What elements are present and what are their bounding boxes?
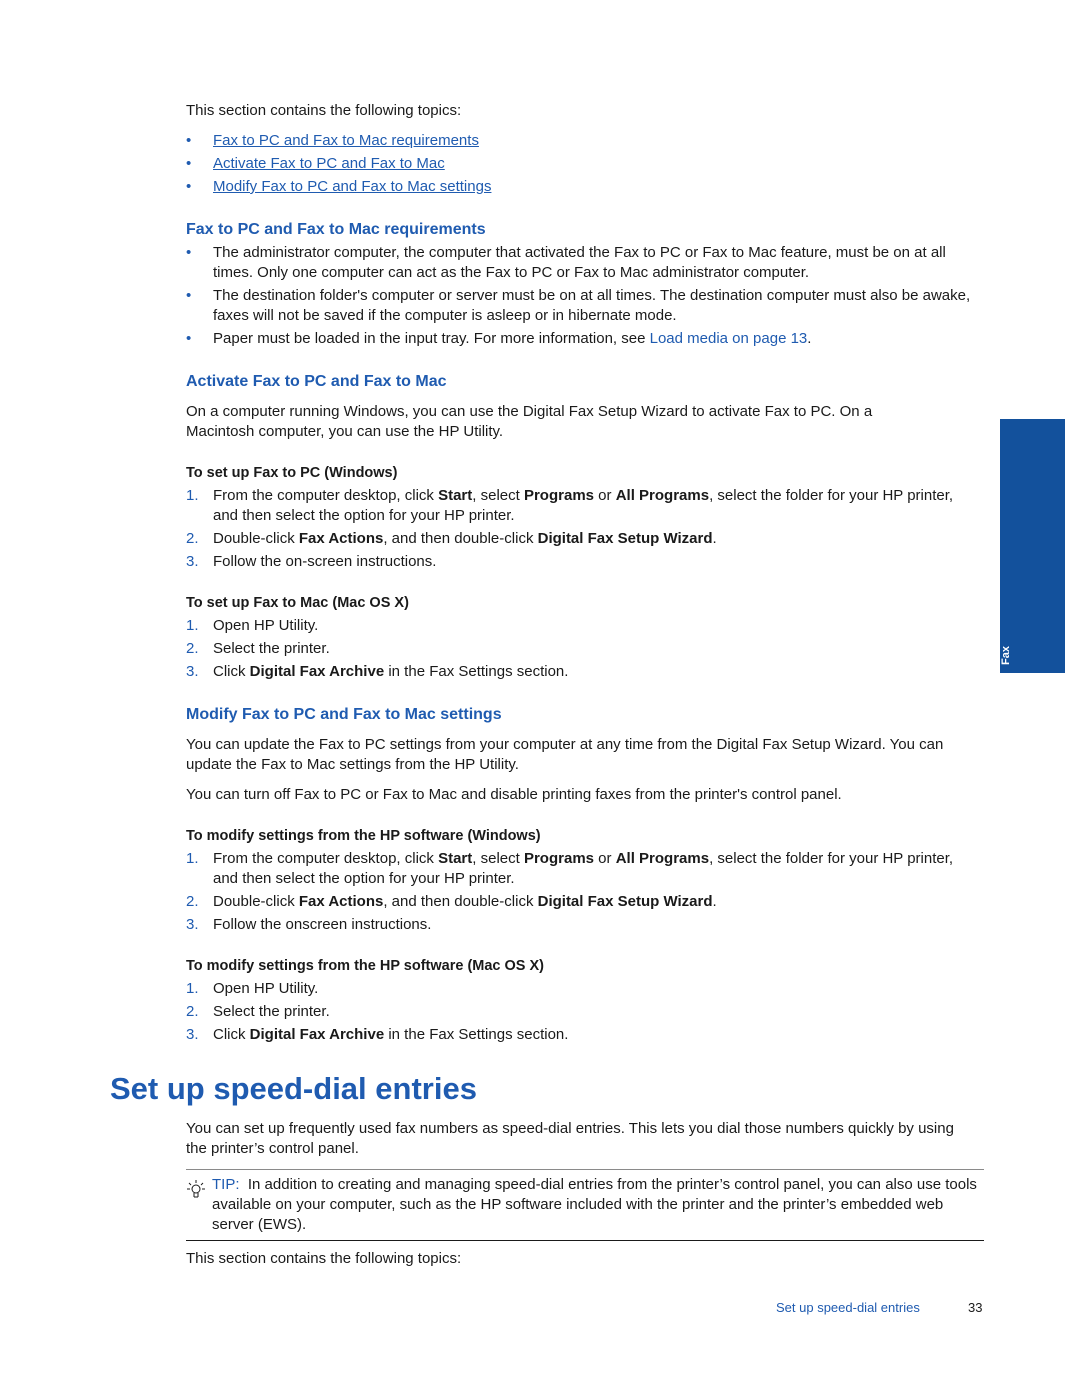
- toc-item: [186, 154, 976, 174]
- step-ui-term: Digital Fax Setup Wizard: [537, 893, 713, 910]
- step-number: 1.: [186, 487, 199, 504]
- bullet: •: [186, 155, 192, 172]
- step-item: [186, 892, 976, 912]
- step-text: , select: [472, 487, 524, 504]
- step-text: , select the folder for your HP printer, and then select the option for your HP printer.: [213, 850, 954, 887]
- step-number: 3.: [186, 1026, 199, 1043]
- step-ui-term: Digital Fax Setup Wizard: [537, 530, 713, 547]
- modify-paragraph-1: You can update the Fax to PC settings from your computer at any time from the Digital Fax Setup Wizard. You can update the Fax to Mac settings from the HP Utility.: [186, 736, 944, 773]
- activate-heading: Activate Fax to PC and Fax to Mac: [186, 373, 447, 390]
- step-item: [186, 979, 976, 999]
- step-text: Select the printer.: [213, 640, 330, 657]
- step-number: 3.: [186, 663, 199, 680]
- step-number: 2.: [186, 530, 199, 547]
- bullet: •: [186, 244, 192, 261]
- side-tab: [1000, 419, 1065, 673]
- step-item: [186, 1002, 976, 1022]
- step-item: [186, 849, 976, 889]
- step-text: From the computer desktop, click: [213, 850, 439, 867]
- activate-paragraph: On a computer running Windows, you can use the Digital Fax Setup Wizard to activate Fax to PC. On a Macintosh computer, you can use the HP Utility.: [186, 403, 873, 440]
- tip-label: TIP:: [212, 1176, 240, 1193]
- tip-text: In addition to creating and managing speed-dial entries from the printer’s control panel, you can also use tools available on your computer, such as the HP software included with the printer and the printer’s embedded web server (EWS).: [212, 1176, 977, 1233]
- step-text: Follow the on-screen instructions.: [213, 553, 437, 570]
- modify-mac-steps: [186, 979, 976, 1045]
- step-ui-term: Start: [438, 487, 473, 504]
- setup-windows-steps: [186, 486, 976, 572]
- step-text: Click: [213, 663, 250, 680]
- bullet: •: [186, 132, 192, 149]
- step-text: Select the printer.: [213, 1003, 330, 1020]
- step-number: 1.: [186, 850, 199, 867]
- step-number: 2.: [186, 893, 199, 910]
- step-item: [186, 529, 976, 549]
- requirement-text: The administrator computer, the computer that activated the Fax to PC or Fax to Mac feature, must be on at all times. Only one computer can act as the Fax to PC or Fax to Mac administrator computer.: [213, 244, 946, 281]
- toc-link-modify[interactable]: Modify Fax to PC and Fax to Mac settings: [213, 178, 492, 195]
- step-text: From the computer desktop, click: [213, 487, 439, 504]
- step-text: , and then double-click: [383, 893, 538, 910]
- step-number: 1.: [186, 980, 199, 997]
- bullet: •: [186, 178, 192, 195]
- step-number: 3.: [186, 553, 199, 570]
- step-item: [186, 662, 976, 682]
- requirement-text: The destination folder's computer or server must be on at all times. The destination computer must also be awake, faxes will not be saved if the computer is asleep or in hibernate mode.: [213, 287, 971, 324]
- step-text: in the Fax Settings section.: [384, 1026, 569, 1043]
- requirement-item: [186, 286, 976, 326]
- intro-text: This section contains the following topics:: [186, 102, 462, 119]
- modify-heading: Modify Fax to PC and Fax to Mac settings: [186, 706, 502, 723]
- requirements-heading: Fax to PC and Fax to Mac requirements: [186, 221, 486, 238]
- step-text: .: [712, 893, 717, 910]
- load-media-link[interactable]: Load media on page 13: [649, 330, 808, 347]
- step-ui-term: Digital Fax Archive: [249, 663, 385, 680]
- toc-list: [186, 131, 976, 197]
- step-text: , select: [472, 850, 524, 867]
- step-item: [186, 915, 976, 935]
- step-text: or: [594, 850, 616, 867]
- step-ui-term: All Programs: [615, 487, 710, 504]
- setup-windows-title: To set up Fax to PC (Windows): [186, 465, 398, 481]
- step-item: [186, 1025, 976, 1045]
- setup-mac-steps: [186, 616, 976, 682]
- step-ui-term: Programs: [523, 487, 594, 504]
- step-ui-term: All Programs: [615, 850, 710, 867]
- modify-mac-title: To modify settings from the HP software (Mac OS X): [186, 958, 544, 974]
- step-ui-term: Programs: [523, 850, 594, 867]
- step-number: 3.: [186, 916, 199, 933]
- tip-box: [186, 1169, 984, 1241]
- step-item: [186, 486, 976, 526]
- toc-link-requirements[interactable]: Fax to PC and Fax to Mac requirements: [213, 132, 479, 149]
- step-number: 2.: [186, 640, 199, 657]
- page-number: 33: [968, 1300, 983, 1315]
- step-ui-term: Fax Actions: [298, 530, 384, 547]
- tip-text-block: [212, 1175, 982, 1235]
- toc-item: [186, 131, 976, 151]
- requirement-text: Paper must be loaded in the input tray. For more information, see: [213, 330, 650, 347]
- step-item: [186, 639, 976, 659]
- step-text: Follow the onscreen instructions.: [213, 916, 432, 933]
- lightbulb-icon: [186, 1178, 206, 1204]
- bullet: •: [186, 330, 192, 347]
- step-number: 1.: [186, 617, 199, 634]
- speed-dial-heading: Set up speed-dial entries: [110, 1071, 477, 1106]
- toc-item: [186, 177, 976, 197]
- step-text: Click: [213, 1026, 250, 1043]
- step-text: Double-click: [213, 893, 299, 910]
- requirements-list: [186, 243, 976, 349]
- step-item: [186, 552, 976, 572]
- step-item: [186, 616, 976, 636]
- requirement-item: [186, 243, 976, 283]
- speed-dial-paragraph: You can set up frequently used fax numbers as speed-dial entries. This lets you dial those numbers quickly by using the printer’s control panel.: [186, 1120, 954, 1157]
- requirement-text-end: .: [807, 330, 812, 347]
- requirement-item: [186, 329, 976, 349]
- modify-windows-steps: [186, 849, 976, 935]
- step-text: .: [712, 530, 717, 547]
- toc-link-activate[interactable]: Activate Fax to PC and Fax to Mac: [213, 155, 445, 172]
- step-text: or: [594, 487, 616, 504]
- side-tab-label: Fax: [1000, 646, 1012, 665]
- step-text: in the Fax Settings section.: [384, 663, 569, 680]
- step-text: Open HP Utility.: [213, 617, 319, 634]
- step-text: Open HP Utility.: [213, 980, 319, 997]
- step-ui-term: Digital Fax Archive: [249, 1026, 385, 1043]
- step-text: Double-click: [213, 530, 299, 547]
- speed-dial-outro: This section contains the following topics:: [186, 1250, 462, 1267]
- modify-paragraph-2: You can turn off Fax to PC or Fax to Mac and disable printing faxes from the printer's control panel.: [186, 786, 842, 803]
- step-text: , and then double-click: [383, 530, 538, 547]
- modify-windows-title: To modify settings from the HP software (Windows): [186, 828, 541, 844]
- bullet: •: [186, 287, 192, 304]
- step-text: , select the folder for your HP printer, and then select the option for your HP printer.: [213, 487, 954, 524]
- setup-mac-title: To set up Fax to Mac (Mac OS X): [186, 595, 409, 611]
- step-number: 2.: [186, 1003, 199, 1020]
- step-ui-term: Fax Actions: [298, 893, 384, 910]
- footer-section: Set up speed-dial entries: [776, 1300, 920, 1315]
- step-ui-term: Start: [438, 850, 473, 867]
